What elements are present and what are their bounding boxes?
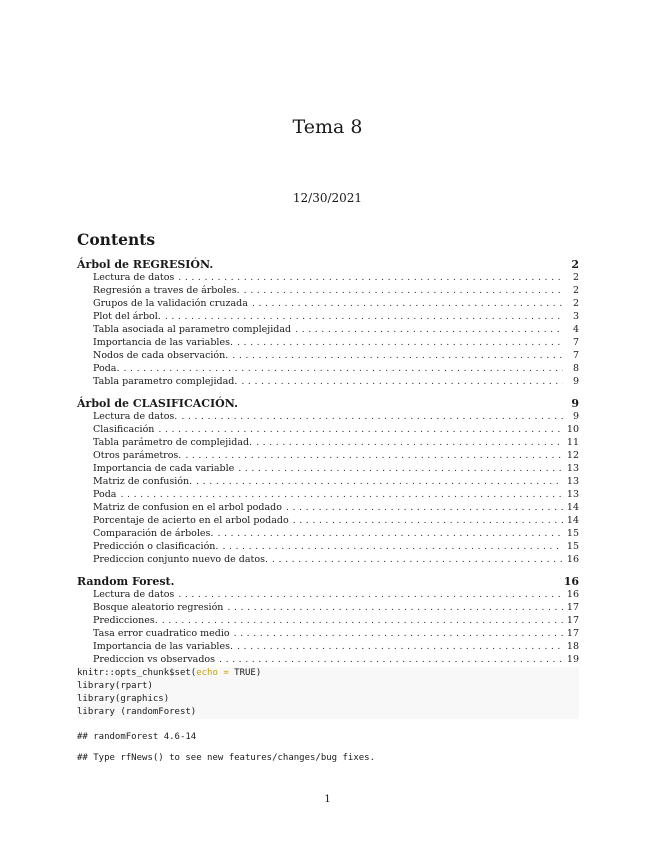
toc-item-label: Matriz de confusion en el arbol podado <box>93 502 282 513</box>
toc-section[interactable] <box>77 397 579 411</box>
toc-item[interactable] <box>77 554 579 567</box>
toc-section[interactable] <box>77 258 579 272</box>
toc-leader <box>244 285 563 296</box>
toc-leader <box>237 337 563 348</box>
toc-item[interactable] <box>77 272 579 285</box>
toc-item-label: Lectura de datos <box>93 272 175 283</box>
toc-item-label: Matriz de confusión. <box>93 476 193 487</box>
toc-item[interactable] <box>77 589 579 602</box>
toc-section-title: Árbol de REGRESIÓN. <box>77 258 214 271</box>
toc-leader <box>237 641 563 652</box>
toc-item[interactable] <box>77 337 579 350</box>
toc-item-page: 19 <box>566 654 579 665</box>
toc-item[interactable] <box>77 654 579 667</box>
toc-leader <box>178 272 563 283</box>
toc-leader <box>181 411 563 422</box>
toc-item-page: 16 <box>566 589 579 600</box>
code-value: TRUE <box>234 668 256 678</box>
toc-leader <box>196 476 563 487</box>
toc-item-page: 17 <box>566 628 579 639</box>
toc-leader <box>120 489 562 500</box>
toc-item-page: 9 <box>572 376 579 387</box>
toc-item[interactable] <box>77 489 579 502</box>
code-line <box>77 667 579 680</box>
toc-item[interactable] <box>77 363 579 376</box>
toc-item-page: 14 <box>566 515 579 526</box>
toc-item-page: 2 <box>572 285 579 296</box>
document-date: 12/30/2021 <box>292 191 363 205</box>
toc-item-label: Comparación de árboles. <box>93 528 214 539</box>
table-of-contents <box>77 258 579 667</box>
toc-item[interactable] <box>77 641 579 654</box>
toc-item-page: 8 <box>572 363 579 374</box>
code-line: library (randomForest) <box>77 707 197 717</box>
output-line: ## randomForest 4.6-14 <box>77 732 197 742</box>
code-text: ) <box>255 668 262 678</box>
toc-item-page: 17 <box>566 615 579 626</box>
toc-item-label: Poda. <box>93 363 120 374</box>
toc-item-page: 14 <box>566 502 579 513</box>
toc-item-page: 15 <box>566 541 579 552</box>
toc-item-page: 2 <box>572 298 579 309</box>
toc-item-label: Otros parámetros. <box>93 450 182 461</box>
toc-item[interactable] <box>77 515 579 528</box>
toc-item-page: 10 <box>566 424 579 435</box>
toc-item-label: Tabla parametro complejidad. <box>93 376 238 387</box>
document-title: Tema 8 <box>292 116 363 138</box>
toc-item-label: Porcentaje de acierto en el arbol podado <box>93 515 289 526</box>
toc-item[interactable] <box>77 541 579 554</box>
toc-item-label: Predicciones. <box>93 615 158 626</box>
toc-leader <box>241 376 563 387</box>
code-chunk <box>77 667 579 719</box>
toc-leader <box>232 350 563 361</box>
toc-item-label: Nodos de cada observación. <box>93 350 229 361</box>
code-text: knitr::opts_chunk$set( <box>77 668 197 678</box>
toc-item[interactable] <box>77 602 579 615</box>
toc-item-page: 2 <box>572 272 579 283</box>
toc-item-label: Lectura de datos. <box>93 411 178 422</box>
toc-item-page: 18 <box>566 641 579 652</box>
toc-section-page: 9 <box>571 397 579 410</box>
toc-leader <box>217 528 562 539</box>
toc-item[interactable] <box>77 411 579 424</box>
toc-item[interactable] <box>77 424 579 437</box>
toc-item-page: 7 <box>572 337 579 348</box>
output-line: ## Type rfNews() to see new features/changes/bug fixes. <box>77 753 376 763</box>
toc-item[interactable] <box>77 311 579 324</box>
toc-item-page: 12 <box>566 450 579 461</box>
toc-item[interactable] <box>77 376 579 389</box>
toc-leader <box>286 502 563 513</box>
code-line: library(rpart) <box>77 681 153 691</box>
toc-item-label: Prediccion conjunto nuevo de datos. <box>93 554 268 565</box>
toc-item[interactable] <box>77 350 579 363</box>
toc-leader <box>252 298 563 309</box>
toc-item-label: Predicción o clasificación. <box>93 541 219 552</box>
code-operator: = <box>217 668 235 678</box>
toc-item[interactable] <box>77 615 579 628</box>
toc-item-label: Grupos de la validación cruzada <box>93 298 248 309</box>
toc-item-page: 13 <box>566 489 579 500</box>
toc-item-label: Poda <box>93 489 117 500</box>
toc-item-label: Regresión a traves de árboles. <box>93 285 240 296</box>
contents-heading: Contents <box>77 230 156 249</box>
toc-item[interactable] <box>77 285 579 298</box>
toc-item-label: Plot del árbol. <box>93 311 161 322</box>
toc-item-label: Clasificación <box>93 424 155 435</box>
toc-item[interactable] <box>77 528 579 541</box>
toc-item-page: 7 <box>572 350 579 361</box>
toc-leader <box>293 515 563 526</box>
toc-leader <box>272 554 563 565</box>
toc-item-page: 11 <box>566 437 579 448</box>
toc-section-page: 2 <box>571 258 579 271</box>
toc-leader <box>238 463 563 474</box>
toc-leader <box>124 363 564 374</box>
toc-item-label: Lectura de datos <box>93 589 175 600</box>
toc-item-page: 17 <box>566 602 579 613</box>
toc-item-page: 9 <box>572 411 579 422</box>
toc-item-label: Prediccion vs observados <box>93 654 216 665</box>
toc-leader <box>222 541 562 552</box>
toc-section[interactable] <box>77 575 579 589</box>
toc-leader <box>158 424 563 435</box>
toc-item-page: 15 <box>566 528 579 539</box>
toc-leader <box>219 654 563 665</box>
toc-item-label: Bosque aleatorio regresión <box>93 602 224 613</box>
toc-leader <box>227 602 562 613</box>
toc-item[interactable] <box>77 437 579 450</box>
toc-leader <box>295 324 563 335</box>
toc-item-label: Tabla asociada al parametro complejidad <box>93 324 292 335</box>
toc-leader <box>165 311 563 322</box>
toc-item-page: 13 <box>566 476 579 487</box>
code-argument: echo <box>196 668 218 678</box>
toc-item-label: Importancia de las variables. <box>93 641 233 652</box>
toc-item-label: Tasa error cuadratico medio <box>93 628 230 639</box>
toc-item-page: 13 <box>566 463 579 474</box>
toc-item-label: Importancia de cada variable <box>93 463 235 474</box>
toc-item[interactable] <box>77 628 579 641</box>
toc-section-title: Árbol de CLASIFICACIÓN. <box>77 397 238 410</box>
toc-item-label: Tabla parámetro de complejidad. <box>93 437 253 448</box>
toc-item[interactable] <box>77 463 579 476</box>
toc-item-page: 4 <box>572 324 579 335</box>
toc-leader <box>162 615 563 626</box>
toc-section-page: 16 <box>563 575 579 588</box>
toc-leader <box>178 589 563 600</box>
page-number: 1 <box>324 794 331 805</box>
toc-item[interactable] <box>77 450 579 463</box>
toc-item[interactable] <box>77 298 579 311</box>
toc-item-label: Importancia de las variables. <box>93 337 233 348</box>
toc-leader <box>256 437 563 448</box>
toc-item[interactable] <box>77 502 579 515</box>
toc-leader <box>185 450 563 461</box>
toc-section-title: Random Forest. <box>77 575 175 588</box>
code-line: library(graphics) <box>77 694 170 704</box>
toc-leader <box>234 628 563 639</box>
toc-item[interactable] <box>77 324 579 337</box>
toc-item-page: 16 <box>566 554 579 565</box>
toc-item[interactable] <box>77 476 579 489</box>
toc-item-page: 3 <box>572 311 579 322</box>
